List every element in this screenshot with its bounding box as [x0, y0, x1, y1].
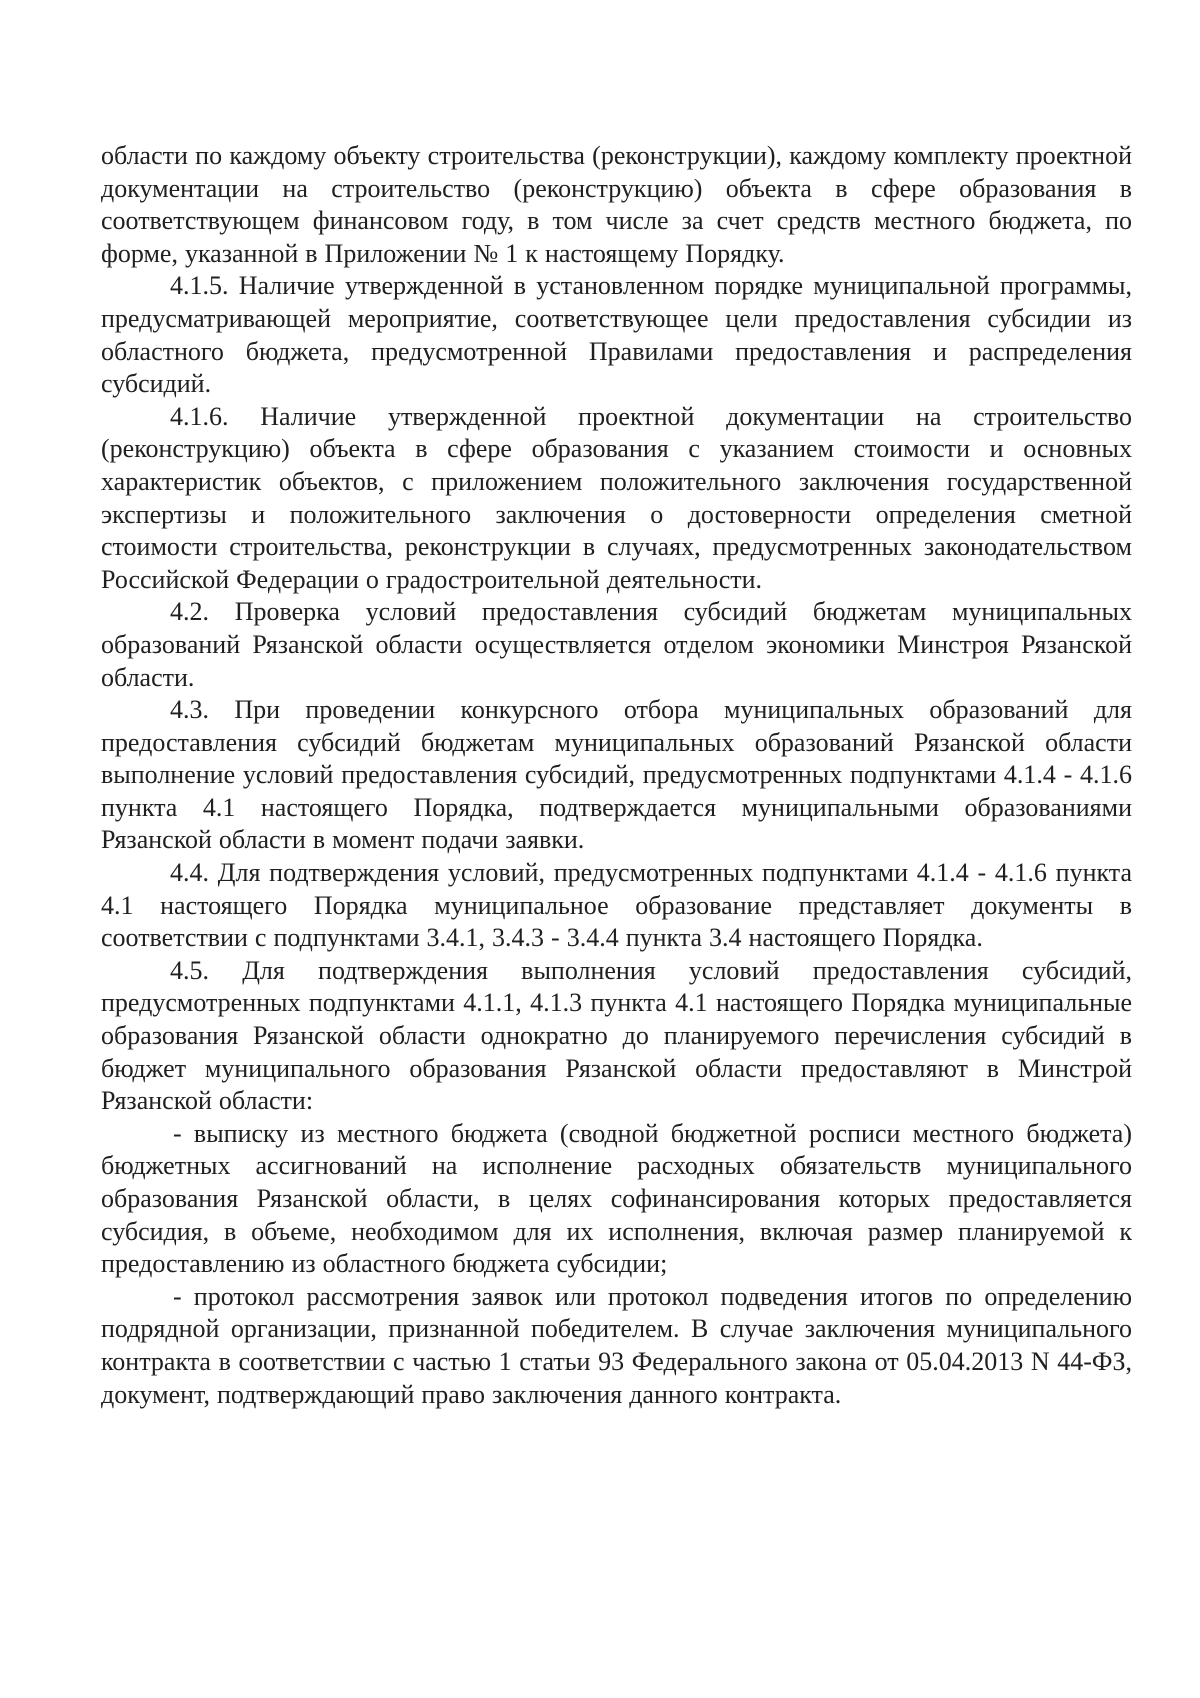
- paragraph-4-4: 4.4. Для подтверждения условий, предусмотренных подпунктами 4.1.4 - 4.1.6 пункта 4.1 настоящего Порядка муниципальное образование представляет документы в соответствии с подпунктами 3.4.1, 3.4.3 - 3.4.4 пункта 3.4 настоящего Порядка.: [101, 858, 1132, 953]
- document-body: [101, 140, 1132, 1411]
- paragraph-4-3: 4.3. При проведении конкурсного отбора муниципальных образований для предоставления субсидий бюджетам муниципальных образований Рязанской области выполнение условий предоставления субсидий, предусмотренных подпунктами 4.1.4 - 4.1.6 пункта 4.1 настоящего Порядка, подтверждается муниципальными образованиями Рязанской области в момент подачи заявки.: [101, 695, 1132, 855]
- paragraph-4-1-5: 4.1.5. Наличие утвержденной в установленном порядке муниципальной программы, предусматривающей мероприятие, соответствующее цели предоставления субсидии из областного бюджета, предусмотренной Правилами предоставления и распределения субсидий.: [101, 271, 1132, 399]
- paragraph-4-2: 4.2. Проверка условий предоставления субсидий бюджетам муниципальных образований Рязанской области осуществляется отделом экономики Минстроя Рязанской области.: [101, 597, 1132, 692]
- list-item-protocol: - протокол рассмотрения заявок или протокол подведения итогов по определению подрядной организации, признанной победителем. В случае заключения муниципального контракта в соответствии с частью 1 статьи 93 Федерального закона от 05.04.2013 N 44-ФЗ, документ, подтверждающий право заключения данного контракта.: [101, 1281, 1132, 1409]
- paragraph-continuation: области по каждому объекту строительства (реконструкции), каждому комплекту проектной документации на строительство (реконструкцию) объекта в сфере образования в соответствующем финансовом году, в том числе за счет средств местного бюджета, по форме, указанной в Приложении № 1 к настоящему Порядку.: [101, 141, 1132, 268]
- paragraph-4-5: 4.5. Для подтверждения выполнения условий предоставления субсидий, предусмотренных подпунктами 4.1.1, 4.1.3 пункта 4.1 настоящего Порядка муниципальные образования Рязанской области однократно до планируемого перечисления субсидий в бюджет муниципального образования Рязанской области предоставляют в Минстрой Рязанской области:: [101, 955, 1132, 1116]
- paragraph-4-1-6: 4.1.6. Наличие утвержденной проектной документации на строительство (реконструкцию) объекта в сфере образования с указанием стоимости и основных характеристик объектов, с приложением положительного заключения государственной экспертизы и положительного заключения о достоверности определения сметной стоимости строительства, реконструкции в случаях, предусмотренных законодательством Российской Федерации о градостроительной деятельности.: [101, 401, 1132, 594]
- list-item-extract: - выписку из местного бюджета (сводной бюджетной росписи местного бюджета) бюджетных ассигнований на исполнение расходных обязательств муниципального образования Рязанской области, в целях софинансирования которых предоставляется субсидия, в объеме, необходимом для их исполнения, включая размер планируемой к предоставлению из областного бюджета субсидии;: [101, 1118, 1132, 1279]
